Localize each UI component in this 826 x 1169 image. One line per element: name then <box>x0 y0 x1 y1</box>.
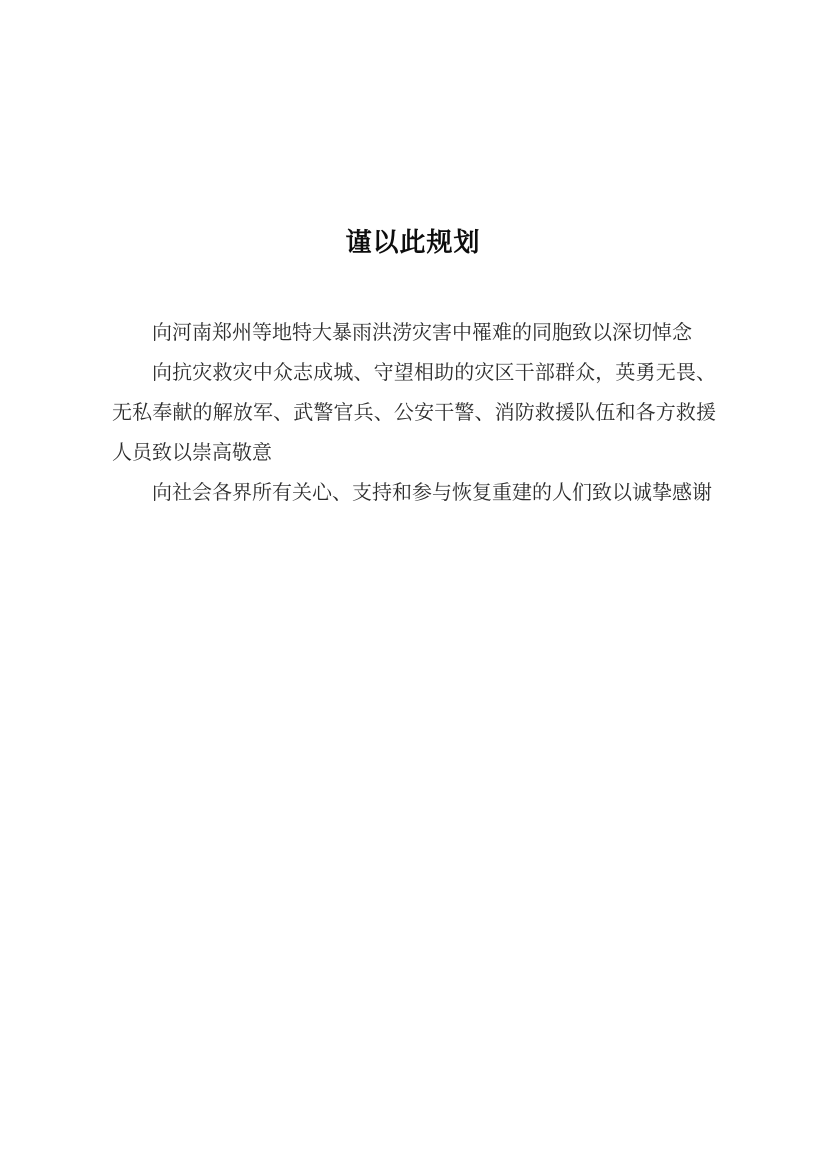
dedication-text-block <box>112 313 716 513</box>
dedication-paragraph-mourning: 向河南郑州等地特大暴雨洪涝灾害中罹难的同胞致以深切悼念 <box>152 322 692 344</box>
dedication-paragraph-respect: 向抗灾救灾中众志成城、守望相助的灾区干部群众，英勇无畏、无私奉献的解放军、武警官兵、公安干警、消防救援队伍和各方救援人员致以崇高敬意 <box>112 362 716 464</box>
dedication-paragraph-gratitude: 向社会各界所有关心、支持和参与恢复重建的人们致以诚挚感谢 <box>152 482 712 504</box>
page-title: 谨以此规划 <box>345 228 481 257</box>
